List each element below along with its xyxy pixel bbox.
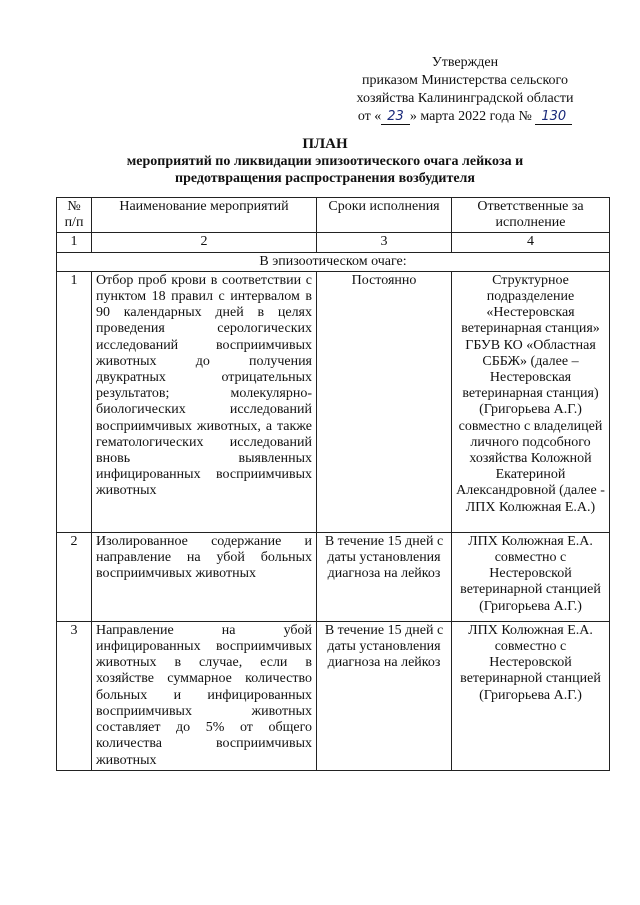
column-number: 4: [452, 233, 610, 252]
row-term: В течение 15 дней с даты установления диагноза на лейкоз: [317, 532, 452, 621]
header-term: Сроки исполнения: [317, 198, 452, 233]
approval-month-year: » марта 2022 года №: [409, 109, 532, 124]
table-row: [57, 621, 610, 770]
title-main: ПЛАН: [302, 136, 348, 152]
row-resp: ЛПХ Колюжная Е.А. совместно с Нестеровской ветеринарной станцией (Григорьева А.Г.): [452, 621, 610, 770]
column-number: 1: [57, 233, 92, 252]
approval-day: 23: [381, 110, 410, 125]
approval-date-line: [330, 108, 600, 126]
approval-line-2: приказом Министерства сельского: [362, 73, 568, 88]
column-number: 3: [317, 233, 452, 252]
row-term: Постоянно: [317, 271, 452, 532]
approval-number: 130: [535, 110, 572, 125]
header-num: № п/п: [57, 198, 92, 233]
section-row: [57, 252, 610, 271]
row-num: 1: [57, 271, 92, 532]
approval-line-1: Утвержден: [431, 55, 499, 70]
row-resp: ЛПХ Колюжная Е.А. совместно с Нестеровской ветеринарной станцией (Григорьева А.Г.): [452, 532, 610, 621]
header-name: Наименование мероприятий: [92, 198, 317, 233]
row-resp: Структурное подразделение «Нестеровская ветеринарная станция» ГБУВ КО «Областная СББЖ» (далее – Нестеровская ветеринарная станция) (Григорьева А.Г.) совместно с владелицей личного подсобного хозяйства Коложной Екатериной Александровной (далее - ЛПХ Колюжная Е.А.): [452, 271, 610, 532]
document-title: [60, 136, 590, 187]
title-sub-2: предотвращения распространения возбудителя: [175, 171, 475, 186]
approval-line-3: хозяйства Калининградской области: [356, 91, 574, 106]
column-number: 2: [92, 233, 317, 252]
table-row: [57, 532, 610, 621]
title-sub-1: мероприятий по ликвидации эпизоотического очага лейкоза и: [126, 154, 524, 169]
header-resp: Ответственные за исполнение: [452, 198, 610, 233]
row-name: Отбор проб крови в соответствии с пунктом 18 правил с интервалом в 90 календарных дней в целях проведения серологических исследований восприимчивых животных до получения двукратных отрицательных результатов; молекулярно-биологических исследований восприимчивых животных, а также гематологических исследований вновь выявленных инфицированных восприимчивых животных: [92, 271, 317, 532]
section-title: В эпизоотическом очаге:: [57, 252, 610, 271]
row-name: Направление на убой инфицированных восприимчивых животных в случае, если в хозяйстве суммарное количество больных и инфицированных восприимчивых животных составляет до 5% от общего количества восприимчивых животных: [92, 621, 317, 770]
column-number-row: [57, 233, 610, 252]
row-num: 3: [57, 621, 92, 770]
table-header-row: [57, 198, 610, 233]
approval-block: [330, 54, 600, 126]
row-term: В течение 15 дней с даты установления диагноза на лейкоз: [317, 621, 452, 770]
row-num: 2: [57, 532, 92, 621]
plan-table: [56, 197, 610, 771]
row-name: Изолированное содержание и направление на убой больных восприимчивых животных: [92, 532, 317, 621]
table-row: [57, 271, 610, 532]
approval-from: от «: [357, 109, 382, 124]
